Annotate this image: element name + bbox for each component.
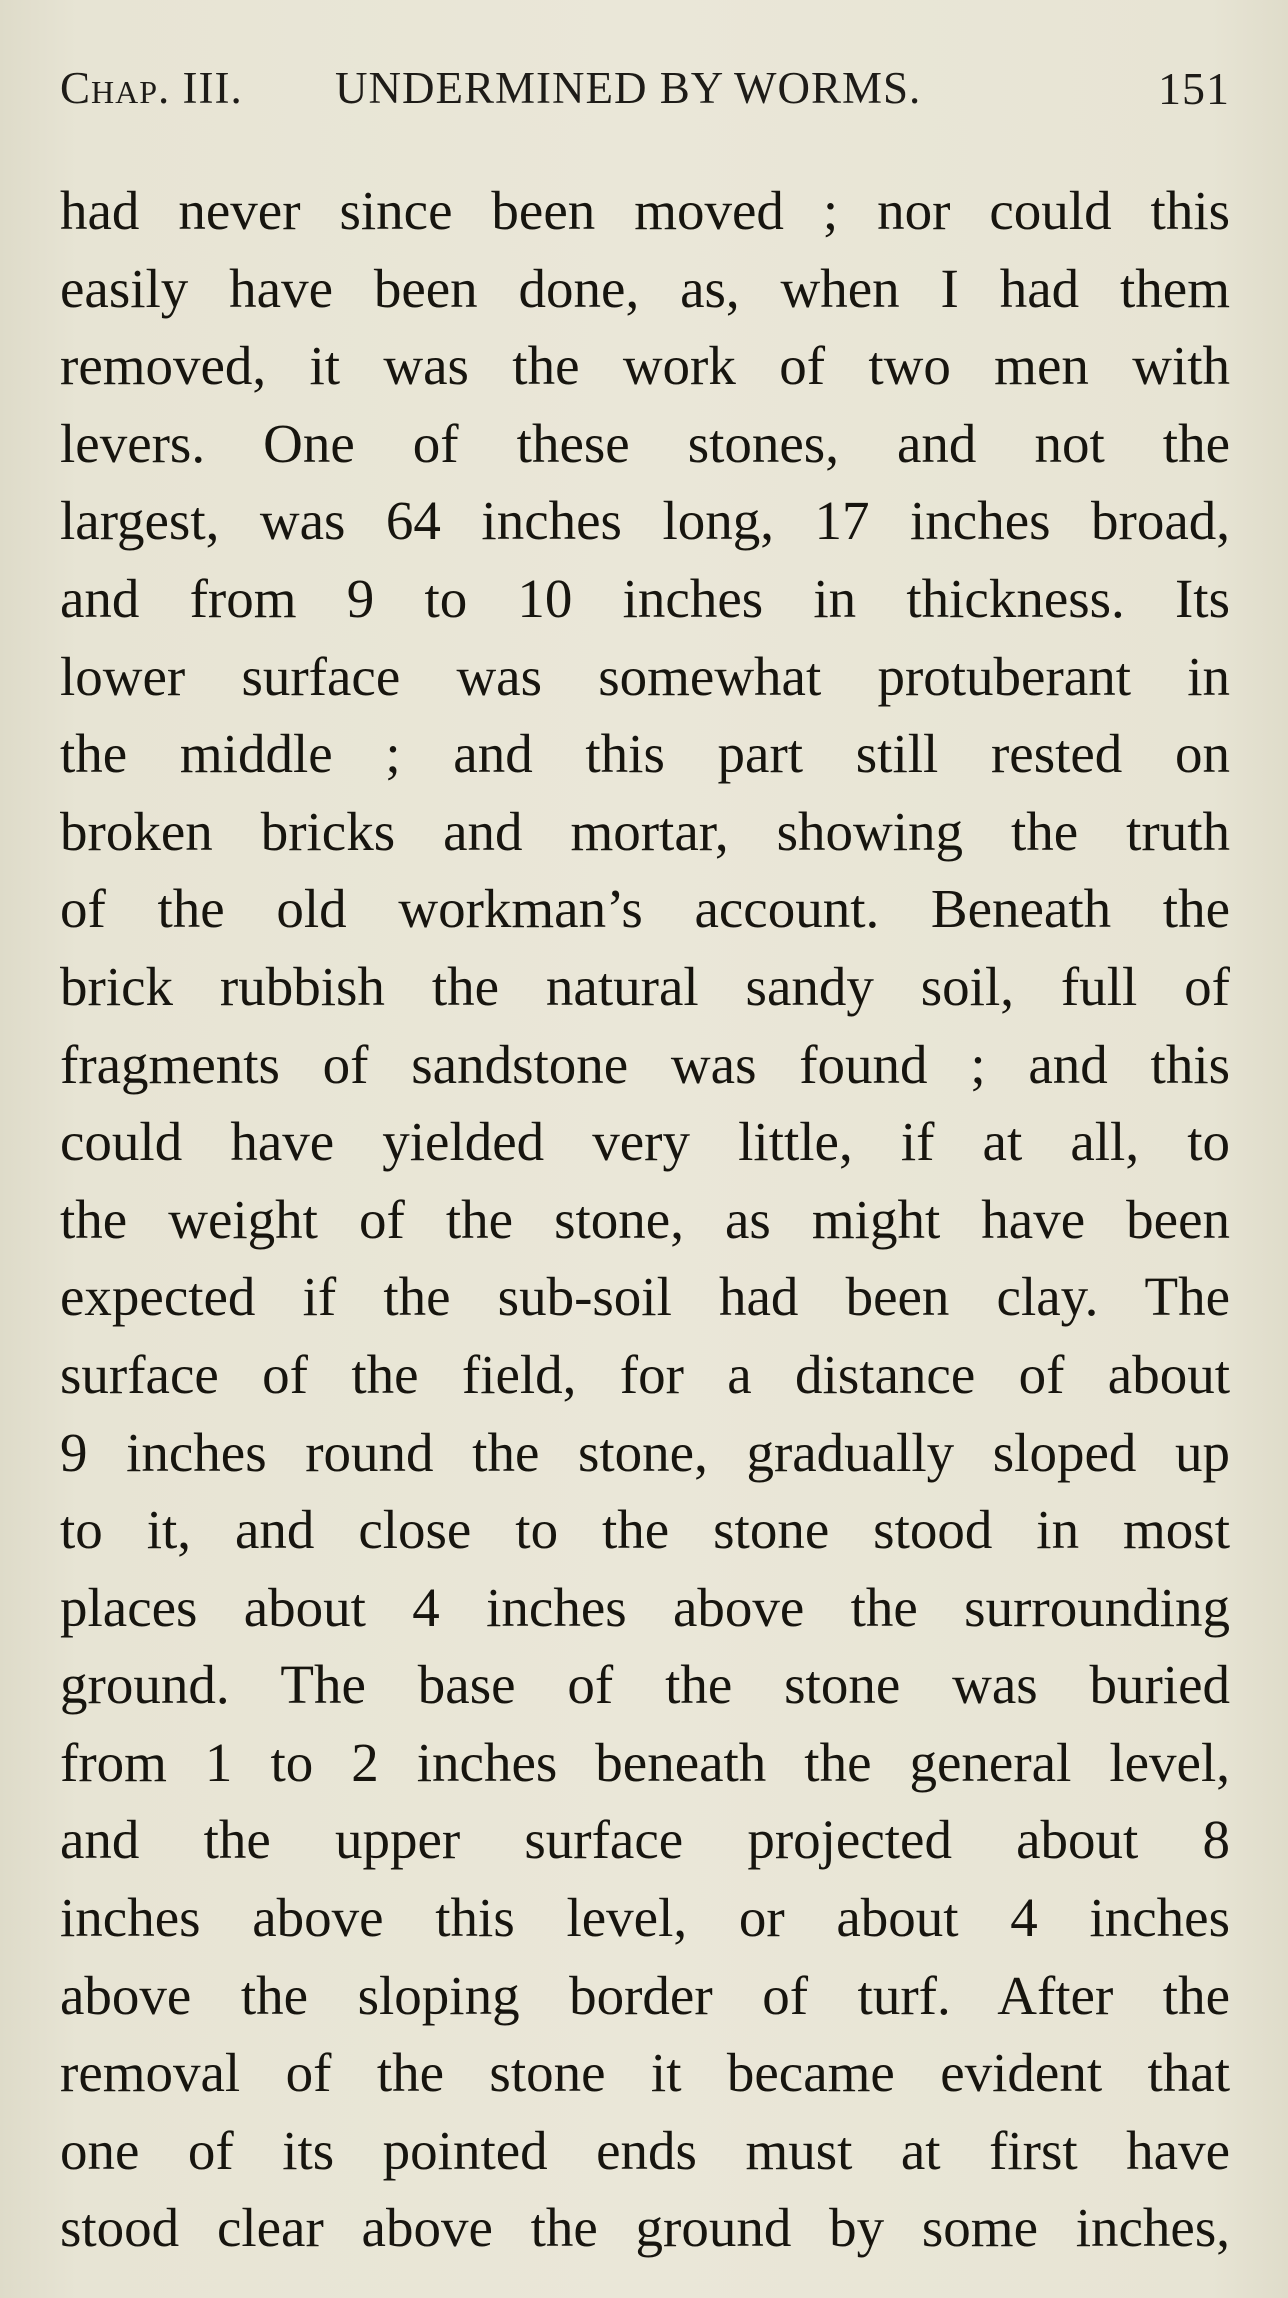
text-line: ground. The base of the stone was buried (60, 1654, 1230, 1716)
text-line: above the sloping border of turf. After the (60, 1964, 1230, 2026)
text-line: the middle ; and this part still rested on (60, 723, 1230, 785)
text-line: the weight of the stone, as might have been (60, 1188, 1230, 1250)
text-line: broken bricks and mortar, showing the truth (60, 800, 1230, 862)
text-line: and from 9 to 10 inches in thickness. Its (60, 567, 1230, 629)
text-line: one of its pointed ends must at first have (60, 2119, 1230, 2181)
text-line: stood clear above the ground by some inches, (60, 2197, 1230, 2259)
text-line: easily have been done, as, when I had them (60, 257, 1230, 319)
text-line: brick rubbish the natural sandy soil, full of (60, 955, 1230, 1017)
text-line: expected if the sub-soil had been clay. The (60, 1266, 1230, 1328)
text-line: removed, it was the work of two men with (60, 335, 1230, 397)
text-line: inches above this level, or about 4 inches (60, 1887, 1230, 1949)
text-line: places about 4 inches above the surrounding (60, 1576, 1230, 1638)
text-line: had never since been moved ; nor could this (60, 180, 1230, 241)
text-line: fragments of sandstone was found ; and this (60, 1033, 1230, 1095)
text-line: 9 inches round the stone, gradually sloped up (60, 1421, 1230, 1483)
text-line: lower surface was somewhat protuberant in (60, 645, 1230, 707)
text-line: levers. One of these stones, and not the (60, 412, 1230, 474)
text-line: removal of the stone it became evident that (60, 2042, 1230, 2104)
text-line: surface of the field, for a distance of about (60, 1343, 1230, 1405)
page-number: 151 (1158, 63, 1230, 114)
running-header (60, 62, 1230, 122)
text-line: from 1 to 2 inches beneath the general level, (60, 1731, 1230, 1793)
text-line: could have yielded very little, if at all, to (60, 1111, 1230, 1173)
text-line: to it, and close to the stone stood in most (60, 1499, 1230, 1561)
text-line: largest, was 64 inches long, 17 inches broad, (60, 490, 1230, 552)
running-title: UNDERMINED BY WORMS. (335, 63, 922, 113)
text-line: and the upper surface projected about 8 (60, 1809, 1230, 1871)
chapter-label: Chap. III. (60, 63, 243, 113)
text-line: of the old workman’s account. Beneath the (60, 878, 1230, 940)
body-text (60, 172, 1230, 2267)
